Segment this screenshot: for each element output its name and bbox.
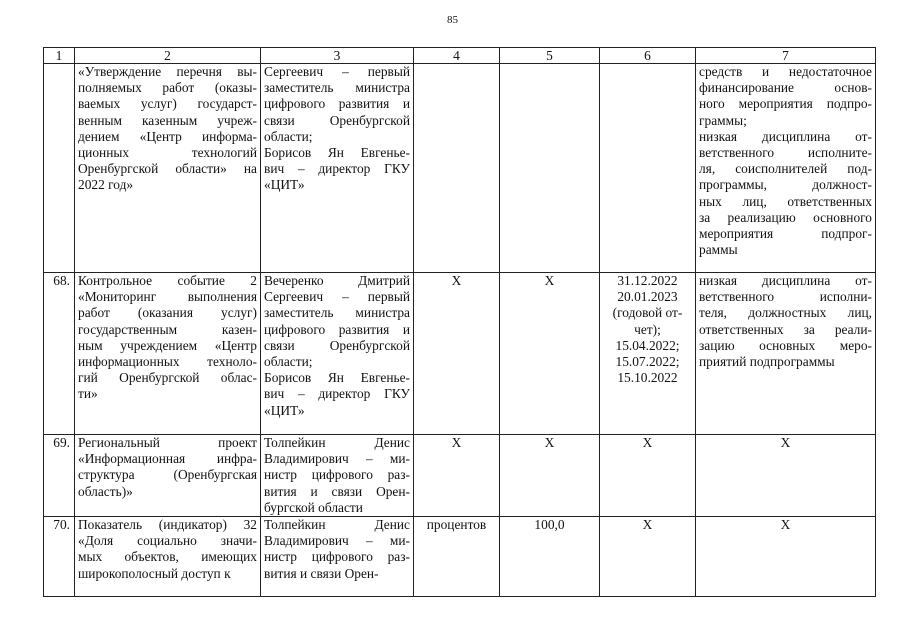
cell-line: мероприятия подпрог- bbox=[699, 226, 872, 242]
cell-line: Владимирович – ми- bbox=[264, 533, 410, 549]
table-row bbox=[44, 435, 876, 517]
deadline-cell bbox=[600, 64, 696, 273]
cell-line: вития и связи Орен- bbox=[264, 483, 410, 499]
cell-line: ля, соисполнителей под- bbox=[699, 161, 872, 177]
cell-line: Толпейкин Денис bbox=[264, 435, 410, 450]
cell-line: «Утверждение перечня вы- bbox=[78, 64, 257, 79]
cell-line: финансирование основ- bbox=[699, 80, 872, 96]
cell-line: чет); bbox=[634, 321, 661, 337]
cell-line: дением «Центр информа- bbox=[78, 128, 257, 144]
cell-line: вич – директор ГКУ bbox=[264, 386, 410, 402]
cell-line: Владимирович – ми- bbox=[264, 451, 410, 467]
header-cell: 7 bbox=[696, 48, 876, 64]
event-name-cell bbox=[75, 273, 261, 435]
cell-line: 15.07.2022; bbox=[615, 354, 680, 370]
cell-line: 15.10.2022 bbox=[617, 370, 678, 386]
cell-line: государственным казен- bbox=[78, 321, 257, 337]
risk-cell bbox=[696, 64, 876, 273]
value-cell: 100,0 bbox=[500, 517, 600, 597]
header-cell: 3 bbox=[261, 48, 414, 64]
cell-line: 15.04.2022; bbox=[615, 337, 680, 353]
deadline-cell bbox=[600, 435, 696, 517]
row-number bbox=[44, 64, 75, 273]
cell-line: раммы bbox=[699, 242, 738, 258]
unit-cell: Х bbox=[414, 273, 500, 435]
header-cell: 2 bbox=[75, 48, 261, 64]
event-name-cell bbox=[75, 435, 261, 517]
row-number: 69. bbox=[44, 435, 75, 517]
cell-line: цифрового развития и bbox=[264, 96, 410, 112]
cell-line: «Информационная инфра- bbox=[78, 451, 257, 467]
cell-line: вич – директор ГКУ bbox=[264, 161, 410, 177]
cell-line: Показатель (индикатор) 32 bbox=[78, 517, 257, 533]
cell-line: венным казенным учреж- bbox=[78, 112, 257, 128]
risk-cell bbox=[696, 517, 876, 597]
table-row bbox=[44, 273, 876, 435]
cell-line: нистр цифрового раз- bbox=[264, 549, 410, 565]
cell-line: Х bbox=[780, 517, 791, 533]
event-name-cell bbox=[75, 517, 261, 597]
table-row bbox=[44, 517, 876, 597]
cell-line: структура (Оренбургская bbox=[78, 467, 257, 483]
cell-line: ным учреждением «Центр bbox=[78, 337, 257, 353]
responsible-cell bbox=[261, 273, 414, 435]
cell-line: ционных технологий bbox=[78, 145, 257, 161]
cell-line: Борисов Ян Евгенье- bbox=[264, 145, 410, 161]
cell-line: информационных техноло- bbox=[78, 354, 257, 370]
unit-cell: процентов bbox=[414, 517, 500, 597]
cell-line: (годовой от- bbox=[612, 305, 683, 321]
value-cell: Х bbox=[500, 273, 600, 435]
header-cell: 5 bbox=[500, 48, 600, 64]
cell-line: 20.01.2023 bbox=[617, 289, 678, 305]
header-cell: 4 bbox=[414, 48, 500, 64]
responsible-cell bbox=[261, 64, 414, 273]
cell-line: связи Оренбургской bbox=[264, 112, 410, 128]
risk-cell bbox=[696, 435, 876, 517]
cell-line: нистр цифрового раз- bbox=[264, 467, 410, 483]
cell-line: низкая дисциплина от- bbox=[699, 128, 872, 144]
cell-line: бургской области bbox=[264, 499, 363, 515]
header-row bbox=[44, 48, 876, 64]
unit-cell: Х bbox=[414, 435, 500, 517]
cell-line: широкополосный доступ к bbox=[78, 565, 231, 581]
cell-line: ответственных за реали- bbox=[699, 321, 872, 337]
cell-line: Борисов Ян Евгенье- bbox=[264, 370, 410, 386]
event-name-cell bbox=[75, 64, 261, 273]
cell-line: средств и недостаточное bbox=[699, 64, 872, 79]
cell-line: области; bbox=[264, 354, 313, 370]
cell-line: ваемых услуг) государст- bbox=[78, 96, 257, 112]
cell-line: программы, должност- bbox=[699, 177, 872, 193]
cell-line: связи Оренбургской bbox=[264, 337, 410, 353]
cell-line: заместитель министра bbox=[264, 80, 410, 96]
cell-line: области; bbox=[264, 128, 313, 144]
deadline-cell bbox=[600, 517, 696, 597]
cell-line: граммы; bbox=[699, 112, 747, 128]
page-number: 85 bbox=[447, 14, 458, 26]
row-number: 68. bbox=[44, 273, 75, 435]
cell-line: вития и связи Орен- bbox=[264, 565, 379, 581]
cell-line: теля, должностных лиц, bbox=[699, 305, 872, 321]
plan-table bbox=[43, 47, 876, 597]
table-row bbox=[44, 64, 876, 273]
header-cell: 1 bbox=[44, 48, 75, 64]
cell-line: «ЦИТ» bbox=[264, 177, 305, 193]
value-cell: Х bbox=[500, 435, 600, 517]
cell-line: Сергеевич – первый bbox=[264, 289, 410, 305]
cell-line: ного мероприятия подпро- bbox=[699, 96, 872, 112]
cell-line: 31.12.2022 bbox=[617, 273, 678, 288]
cell-line: низкая дисциплина от- bbox=[699, 273, 872, 288]
cell-line: заместитель министра bbox=[264, 305, 410, 321]
cell-line: ных лиц, ответственных bbox=[699, 193, 872, 209]
cell-line: Оренбургской области» на bbox=[78, 161, 257, 177]
cell-line: цифрового развития и bbox=[264, 321, 410, 337]
cell-line: гий Оренбургской облас- bbox=[78, 370, 257, 386]
cell-line: за реализацию основного bbox=[699, 209, 872, 225]
deadline-cell bbox=[600, 273, 696, 435]
unit-cell bbox=[414, 64, 500, 273]
responsible-cell bbox=[261, 435, 414, 517]
risk-cell bbox=[696, 273, 876, 435]
cell-line: Региональный проект bbox=[78, 435, 257, 450]
cell-line: Толпейкин Денис bbox=[264, 517, 410, 533]
cell-line: «Доля социально значи- bbox=[78, 533, 257, 549]
row-number: 70. bbox=[44, 517, 75, 597]
cell-line: Вечеренко Дмитрий bbox=[264, 273, 410, 288]
cell-line: 2022 год» bbox=[78, 177, 134, 193]
value-cell bbox=[500, 64, 600, 273]
cell-line: Х bbox=[642, 517, 653, 533]
cell-line: ти» bbox=[78, 386, 98, 402]
cell-line: зацию основных меро- bbox=[699, 337, 872, 353]
cell-line: «Мониторинг выполнения bbox=[78, 289, 257, 305]
cell-line: Контрольное событие 2 bbox=[78, 273, 257, 288]
cell-line: приятий подпрограммы bbox=[699, 354, 835, 370]
cell-line: полняемых работ (оказы- bbox=[78, 80, 257, 96]
cell-line: Сергеевич – первый bbox=[264, 64, 410, 79]
cell-line: «ЦИТ» bbox=[264, 402, 305, 418]
cell-line: мых объектов, имеющих bbox=[78, 549, 257, 565]
cell-line: ветственного исполните- bbox=[699, 145, 872, 161]
cell-line: Х bbox=[642, 435, 653, 450]
header-cell: 6 bbox=[600, 48, 696, 64]
cell-line: Х bbox=[780, 435, 791, 450]
cell-line: ветственного исполни- bbox=[699, 289, 872, 305]
responsible-cell bbox=[261, 517, 414, 597]
cell-line: работ (оказания услуг) bbox=[78, 305, 257, 321]
cell-line: область)» bbox=[78, 483, 133, 499]
